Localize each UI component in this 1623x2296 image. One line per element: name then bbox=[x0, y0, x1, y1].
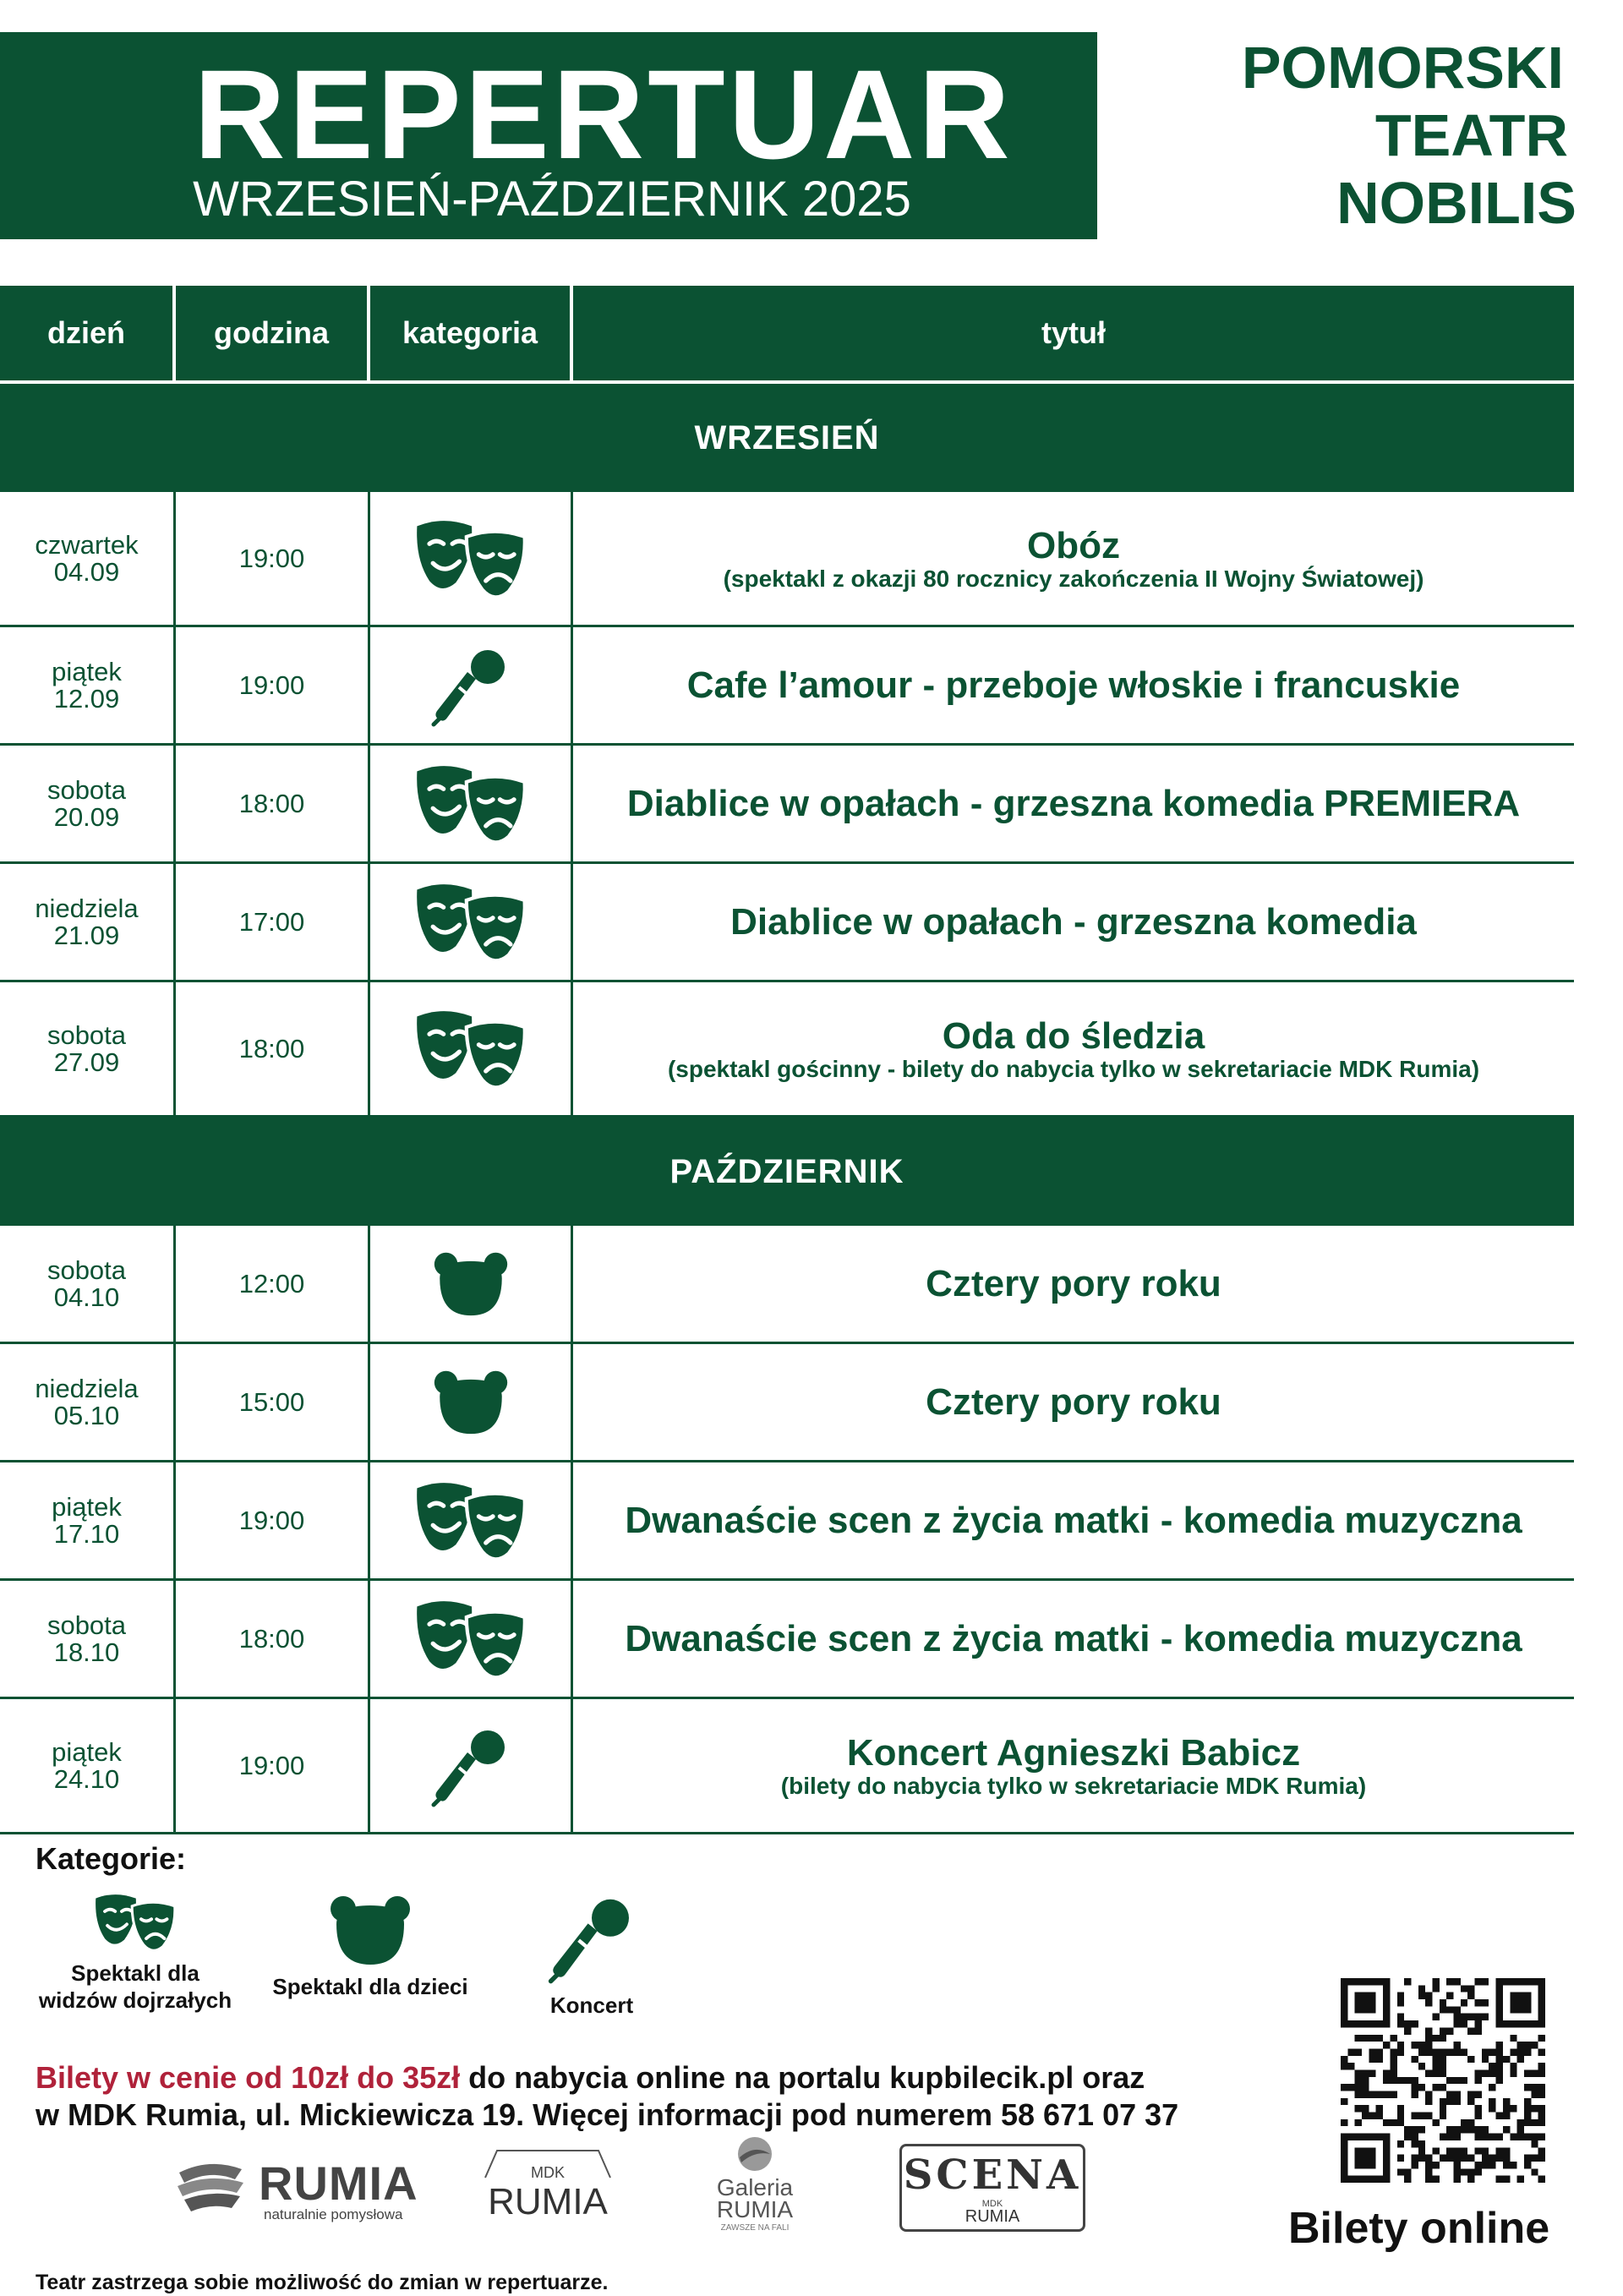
bear-head-icon bbox=[269, 1894, 472, 1966]
schedule-table bbox=[0, 286, 1574, 1834]
event-note: (bilety do nabycia tylko w sekretariacie MDK Rumia) bbox=[780, 1772, 1367, 1799]
title-cell bbox=[573, 1462, 1574, 1578]
weekday: niedziela bbox=[35, 1373, 139, 1403]
date: 12.09 bbox=[53, 683, 120, 713]
title-cell bbox=[573, 864, 1574, 980]
galeria-logo-text: RUMIA bbox=[716, 2196, 794, 2222]
header-banner bbox=[0, 32, 1097, 239]
date: 17.10 bbox=[53, 1518, 120, 1549]
rumia-logo-tagline: naturalnie pomysłowa bbox=[264, 2206, 403, 2222]
event-title: Diablice w opałach - grzeszna komedia PREMIERA bbox=[626, 782, 1521, 824]
date: 27.09 bbox=[53, 1047, 120, 1077]
table-row bbox=[0, 492, 1574, 627]
scena-rumia-logo bbox=[899, 2144, 1085, 2232]
date: 04.09 bbox=[53, 556, 120, 587]
time-cell bbox=[176, 1344, 370, 1460]
rumia-logo-text: RUMIA bbox=[259, 2157, 418, 2210]
table-row bbox=[0, 982, 1574, 1118]
day-cell bbox=[0, 1226, 176, 1342]
date: 24.10 bbox=[53, 1763, 120, 1794]
galeria-rumia-logo bbox=[708, 2135, 801, 2237]
legend-adult bbox=[34, 1892, 237, 2014]
column-header-day: dzień bbox=[0, 286, 176, 380]
theatre-masks-icon bbox=[34, 1892, 237, 1953]
column-header-category: kategoria bbox=[370, 286, 573, 380]
time-cell bbox=[176, 492, 370, 625]
microphone-icon bbox=[370, 1699, 573, 1832]
weekday: piątek bbox=[52, 656, 122, 686]
tickets-text: do nabycia online na portalu kupbilecik.pl oraz bbox=[460, 2060, 1145, 2095]
theatre-masks-icon bbox=[370, 1581, 573, 1697]
title-cell bbox=[573, 746, 1574, 861]
event-title: Koncert Agnieszki Babicz bbox=[846, 1731, 1301, 1774]
weekday: sobota bbox=[46, 1255, 127, 1285]
table-row bbox=[0, 1344, 1574, 1462]
table-header bbox=[0, 286, 1574, 384]
theatre-name-line: POMORSKI bbox=[1241, 35, 1564, 101]
theatre-masks-icon bbox=[370, 1462, 573, 1578]
title-cell bbox=[573, 982, 1574, 1115]
time-cell bbox=[176, 864, 370, 980]
theatre-masks-icon bbox=[370, 492, 573, 625]
weekday: sobota bbox=[46, 1610, 127, 1640]
theatre-masks-icon bbox=[370, 746, 573, 861]
month-header-september: WRZESIEŃ bbox=[0, 384, 1574, 492]
table-row bbox=[0, 1581, 1574, 1699]
qr-code-icon[interactable] bbox=[1341, 1978, 1545, 2183]
event-note: (spektakl gościnny - bilety do nabycia tylko w sekretariacie MDK Rumia) bbox=[667, 1055, 1480, 1082]
theatre-masks-icon bbox=[370, 982, 573, 1115]
weekday: niedziela bbox=[35, 893, 139, 923]
weekday: sobota bbox=[46, 1020, 127, 1050]
title-cell bbox=[573, 1581, 1574, 1697]
day-cell bbox=[0, 864, 176, 980]
day-cell bbox=[0, 1344, 176, 1460]
date: 04.10 bbox=[53, 1282, 120, 1312]
event-title: Dwanaście scen z życia matki - komedia muzyczna bbox=[625, 1499, 1522, 1541]
table-row bbox=[0, 864, 1574, 982]
mdk-logo-small: MDK bbox=[531, 2164, 565, 2181]
september-rows bbox=[0, 492, 1574, 1118]
table-row bbox=[0, 1462, 1574, 1581]
time-cell bbox=[176, 1699, 370, 1832]
title-cell bbox=[573, 492, 1574, 625]
table-row bbox=[0, 627, 1574, 746]
event-title: Cztery pory roku bbox=[926, 1380, 1221, 1423]
event-title: Cafe l’amour - przeboje włoskie i francuskie bbox=[686, 664, 1461, 706]
scena-logo-rumia: RUMIA bbox=[965, 2207, 1020, 2226]
weekday: piątek bbox=[52, 1491, 122, 1522]
scena-logo-text: SCENA bbox=[903, 2151, 1082, 2199]
rumia-wave-icon bbox=[176, 2157, 245, 2213]
title-cell bbox=[573, 1226, 1574, 1342]
event-title: Dwanaście scen z życia matki - komedia muzyczna bbox=[625, 1617, 1522, 1659]
table-row bbox=[0, 1699, 1574, 1834]
day-cell bbox=[0, 1462, 176, 1578]
day-cell bbox=[0, 1581, 176, 1697]
column-header-time: godzina bbox=[176, 286, 370, 380]
time: 12:00 bbox=[238, 1268, 305, 1298]
mdk-rumia-logo bbox=[480, 2146, 615, 2230]
weekday: czwartek bbox=[35, 529, 139, 560]
time: 19:00 bbox=[238, 543, 305, 573]
legend-kids-label: Spektakl dla dzieci bbox=[272, 1974, 468, 1999]
qr-label: Bilety online bbox=[1288, 2204, 1550, 2253]
page-subtitle: WRZESIEŃ-PAŹDZIERNIK 2025 bbox=[193, 172, 911, 227]
october-rows bbox=[0, 1226, 1574, 1834]
ticket-price: Bilety w cenie od 10zł do 35zł bbox=[36, 2060, 461, 2095]
event-title: Cztery pory roku bbox=[926, 1262, 1221, 1304]
time-cell bbox=[176, 982, 370, 1115]
time-cell bbox=[176, 627, 370, 743]
table-row bbox=[0, 746, 1574, 864]
galeria-wave-icon bbox=[736, 2135, 773, 2173]
time: 18:00 bbox=[238, 1033, 305, 1063]
legend-title: Kategorie: bbox=[36, 1841, 187, 1876]
time: 18:00 bbox=[238, 1623, 305, 1654]
rumia-logo bbox=[176, 2154, 418, 2222]
legend-concert bbox=[524, 1892, 659, 2019]
time: 19:00 bbox=[238, 1750, 305, 1780]
legend-adult-label: Spektakl dla bbox=[71, 1960, 199, 1986]
theatre-masks-icon bbox=[370, 864, 573, 980]
column-header-title: tytuł bbox=[1041, 315, 1106, 350]
day-cell bbox=[0, 492, 176, 625]
event-note: (spektakl z okazji 80 rocznicy zakończenia II Wojny Światowej) bbox=[723, 565, 1424, 592]
microphone-icon bbox=[370, 627, 573, 743]
galeria-logo-text: Galeria bbox=[716, 2174, 794, 2200]
title-cell bbox=[573, 627, 1574, 743]
galeria-logo-tagline: ZAWSZE NA FALI bbox=[720, 2223, 790, 2233]
footnote: Teatr zastrzega sobie możliwość do zmian w repertuarze. bbox=[36, 2271, 609, 2294]
day-cell bbox=[0, 627, 176, 743]
date: 18.10 bbox=[53, 1637, 120, 1667]
table-row bbox=[0, 1226, 1574, 1344]
tickets-info bbox=[36, 2059, 1178, 2134]
page-title: REPERTUAR bbox=[194, 43, 1014, 185]
time-cell bbox=[176, 1226, 370, 1342]
microphone-icon bbox=[524, 1892, 659, 1985]
theatre-name-line: TEATR bbox=[1374, 102, 1568, 168]
weekday: sobota bbox=[46, 774, 127, 805]
time: 17:00 bbox=[238, 906, 305, 937]
title-cell bbox=[573, 1344, 1574, 1460]
time: 19:00 bbox=[238, 1505, 305, 1535]
time-cell bbox=[176, 746, 370, 861]
weekday: piątek bbox=[52, 1736, 122, 1767]
time: 18:00 bbox=[238, 788, 305, 818]
event-title: Obóz bbox=[1027, 524, 1120, 566]
time-cell bbox=[176, 1581, 370, 1697]
date: 05.10 bbox=[53, 1400, 120, 1430]
bear-head-icon bbox=[370, 1226, 573, 1342]
time: 19:00 bbox=[238, 670, 305, 700]
month-header-october: PAŹDZIERNIK bbox=[0, 1118, 1574, 1226]
scena-logo-small: MDK bbox=[981, 2199, 1003, 2209]
event-title: Diablice w opałach - grzeszna komedia bbox=[730, 900, 1417, 943]
legend-adult-label: widzów dojrzałych bbox=[38, 1987, 232, 2013]
time-cell bbox=[176, 1462, 370, 1578]
theatre-name-line: NOBILIS bbox=[1336, 170, 1577, 236]
day-cell bbox=[0, 982, 176, 1115]
day-cell bbox=[0, 746, 176, 861]
legend-kids bbox=[269, 1894, 472, 2000]
tickets-address: w MDK Rumia, ul. Mickiewicza 19. Więcej informacji pod numerem 58 671 07 37 bbox=[36, 2097, 1179, 2132]
bear-head-icon bbox=[370, 1344, 573, 1460]
time: 15:00 bbox=[238, 1386, 305, 1417]
legend-concert-label: Koncert bbox=[549, 1993, 634, 2018]
title-cell bbox=[573, 1699, 1574, 1832]
date: 21.09 bbox=[53, 920, 120, 950]
theatre-name bbox=[1242, 34, 1577, 237]
event-title: Oda do śledzia bbox=[942, 1014, 1205, 1057]
mdk-logo-text: RUMIA bbox=[488, 2181, 608, 2222]
day-cell bbox=[0, 1699, 176, 1832]
date: 20.09 bbox=[53, 801, 120, 832]
